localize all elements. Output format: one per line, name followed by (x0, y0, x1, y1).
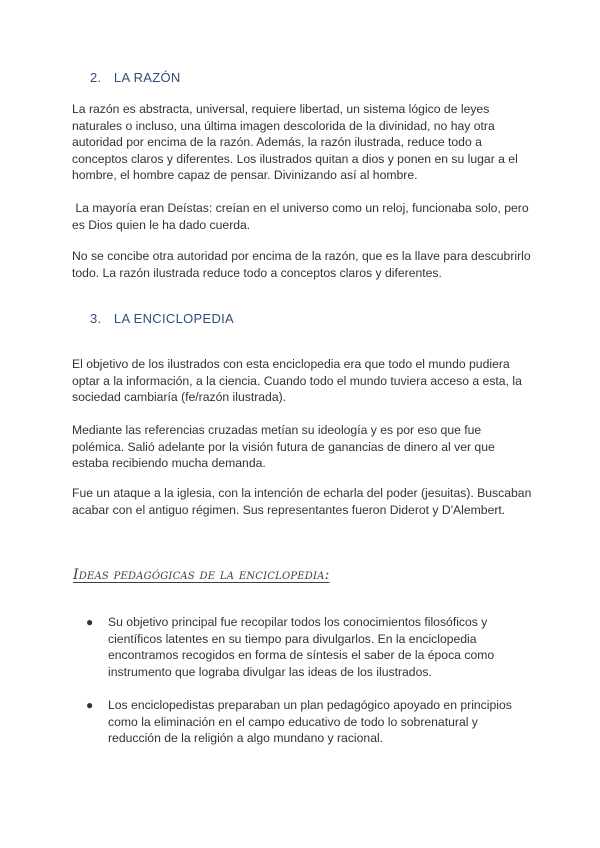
paragraph: Fue un ataque a la iglesia, con la intención de echarla del poder (jesuitas). Buscaban acabar con el antiguo régimen. Sus representantes fueron Diderot y D'Alembert. (72, 486, 532, 517)
paragraph: Mediante las referencias cruzadas metían su ideología y es por eso que fue polémica. Salió adelante por la visión futura de ganancias de dinero al ver que estaba recibiendo mucha demanda. (72, 423, 495, 471)
list-item-text: Los enciclopedistas preparaban un plan pedagógico apoyado en principios como la eliminación en el campo educativo de todo lo sobrenatural y reducción de la religión a algo mundano y racional. (108, 698, 512, 746)
ideas-heading: Ideas pedagógicas de la enciclopedia: (73, 567, 330, 583)
section-number: 3. (90, 311, 102, 326)
paragraph: La mayoría eran Deístas: creían en el universo como un reloj, funcionaba solo, pero es Dios quien le ha dado cuerda. (72, 201, 533, 232)
section-number: 2. (90, 70, 102, 85)
section-title: LA RAZÓN (113, 70, 181, 85)
list-item (86, 697, 526, 747)
bullet-icon: ● (86, 615, 94, 629)
list-item-text: Su objetivo principal fue recopilar todos los conocimientos filosóficos y científicos latentes en su tiempo para divulgarlos. En la enciclopedia encontramos recogidos en forma de síntesis el saber de la época como instrumento que lograba divulgar las ideas de los ilustrados. (108, 615, 495, 679)
section-title: LA ENCICLOPEDIA (113, 311, 235, 326)
paragraph: La razón es abstracta, universal, requiere libertad, un sistema lógico de leyes naturales o incluso, una última imagen descolorida de la divinidad, no hay otra autoridad por encima de la razón. Además, la razón ilustrada, reduce todo a conceptos claros y diferentes. Los ilustrados quitan a dios y ponen en su lugar a el hombre, el hombre capaz de pensar. Divinizando así al hombre. (72, 102, 518, 183)
bullet-icon: ● (86, 698, 94, 712)
section-heading-razon (90, 70, 181, 85)
paragraph: El objetivo de los ilustrados con esta enciclopedia era que todo el mundo pudiera optar a la información, a la ciencia. Cuando todo el mundo tuviera acceso a esta, la sociedad cambiaría (fe/razón ilustrada). (72, 357, 522, 405)
list-item (86, 614, 526, 680)
paragraph: No se concibe otra autoridad por encima de la razón, que es la llave para descubrirlo todo. La razón ilustrada reduce todo a conceptos claros y diferentes. (72, 249, 531, 280)
section-heading-enciclopedia (90, 311, 234, 326)
